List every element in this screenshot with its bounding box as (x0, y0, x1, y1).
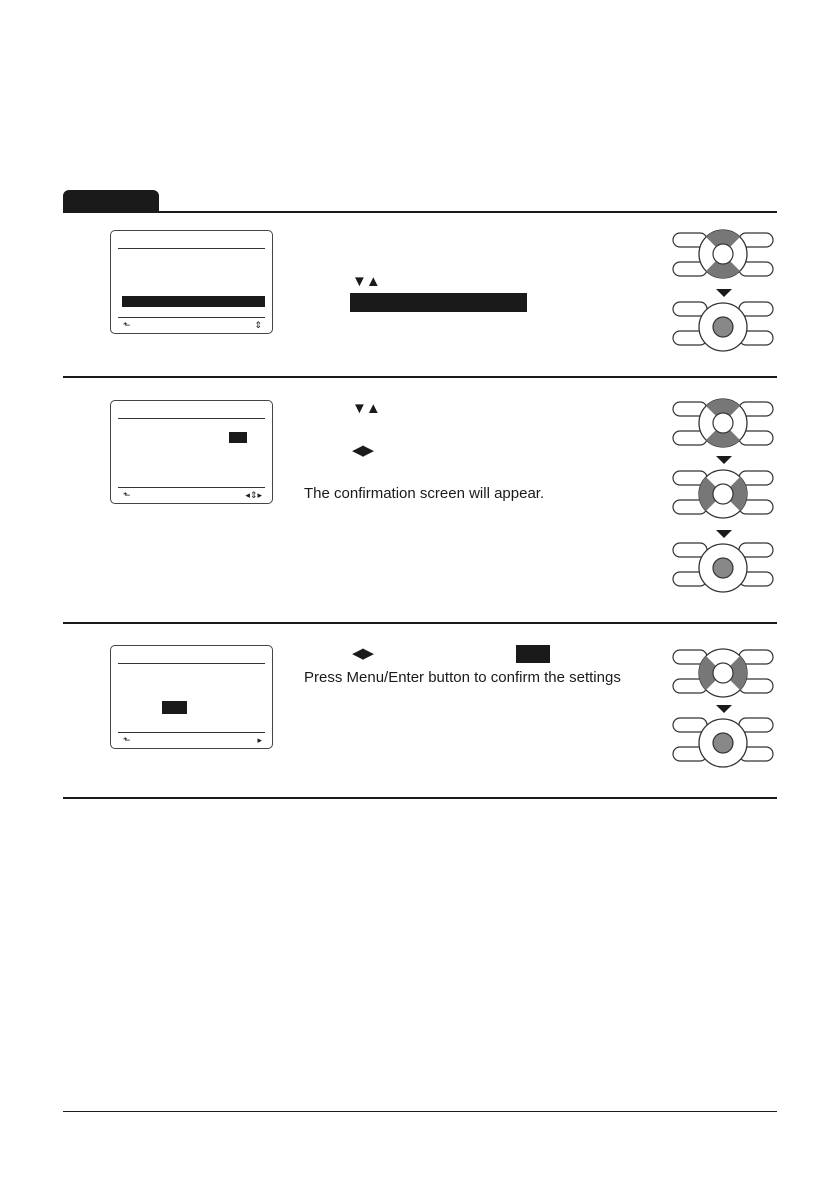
divider-3 (63, 797, 777, 799)
back-icon: ⬑ (123, 735, 131, 745)
joystick-remote-icon (671, 538, 775, 600)
down-arrow-icon (716, 456, 732, 464)
highlighted-option (516, 645, 550, 663)
lcd-screen-step1 (110, 230, 273, 334)
lcd-selected-value (229, 432, 247, 443)
joystick-remote-icon (671, 397, 775, 459)
section-tab (63, 190, 159, 212)
lcd-header-line (118, 248, 265, 249)
lcd-header-line (118, 418, 265, 419)
all-direction-icon: ◂⇕▸ (245, 490, 262, 500)
back-icon: ⬑ (123, 320, 131, 330)
joystick-remote-icon (671, 713, 775, 775)
joystick-remote-icon (671, 228, 775, 290)
divider-2 (63, 622, 777, 624)
joystick-remote-icon (671, 466, 775, 528)
confirmation-text: The confirmation screen will appear. (304, 485, 545, 502)
lcd-footer-line (118, 732, 265, 733)
lcd-footer-line (118, 317, 265, 318)
down-arrow-icon (716, 530, 732, 538)
footer-rule (63, 1111, 777, 1112)
joystick-remote-icon (671, 645, 775, 707)
up-down-icon: ⇕ (254, 320, 262, 330)
down-up-arrows-icon: ▼▲ (352, 400, 380, 417)
joystick-remote-icon (671, 297, 775, 359)
lcd-footer-line (118, 487, 265, 488)
divider-1 (63, 376, 777, 378)
lcd-screen-step3 (110, 645, 273, 749)
right-icon: ▸ (257, 735, 262, 745)
down-arrow-icon (716, 289, 732, 297)
lcd-selected-option (162, 701, 187, 714)
lcd-selected-row (122, 296, 265, 307)
highlighted-item (350, 293, 527, 312)
back-icon: ⬑ (123, 490, 131, 500)
lcd-screen-step2 (110, 400, 273, 504)
left-right-arrows-icon: ◀▶ (352, 442, 374, 459)
divider-top (63, 211, 777, 213)
confirm-text: Press Menu/Enter button to confirm the settings (304, 669, 621, 686)
down-arrow-icon (716, 705, 732, 713)
down-up-arrows-icon: ▼▲ (352, 273, 380, 290)
left-right-arrows-icon: ◀▶ (352, 645, 374, 662)
lcd-header-line (118, 663, 265, 664)
